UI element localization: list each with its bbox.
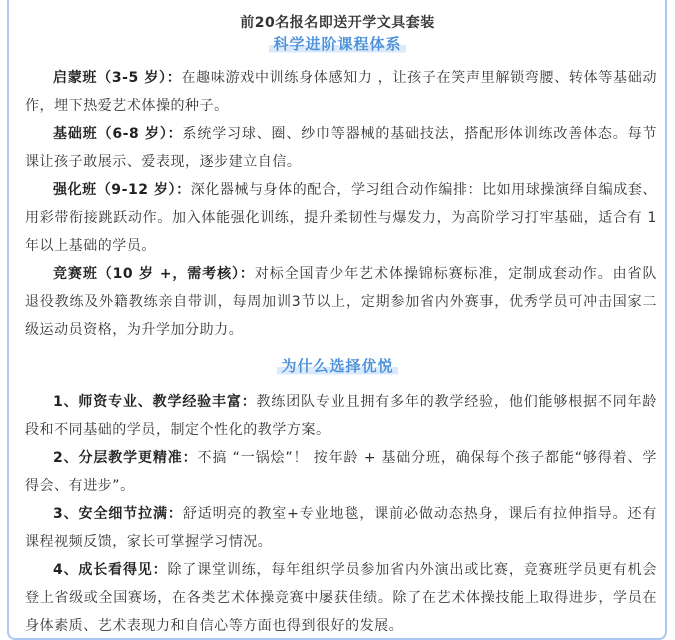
course-item-label: 基础班（6-8 岁）： [53,126,183,142]
why-item-tiered-teaching [25,444,657,500]
course-item-text: 系统学习球、圈、纱巾等器械的基础技法，搭配形体训练改善体态。每节课让孩子敢展示、爱表现，逐步建立自信。 [25,126,657,170]
why-item-label: 3、安全细节拉满： [53,506,183,522]
why-item-label: 1、师资专业、教学经验丰富： [53,394,257,410]
why-section-heading [0,355,675,376]
course-item-label: 强化班（9-12 岁）： [53,182,191,198]
why-item-text: 舒适明亮的教室+专业地毯，课前必做动态热身，课后有拉伸指导。还有课程视频反馈，家长可掌握学习情况。 [25,506,657,550]
why-item-safety [25,500,657,556]
why-item-label: 4、成长看得见： [53,562,168,578]
why-item-text: 不搞 “一锅烩”！ 按年龄 + 基础分班，确保每个孩子都能“够得着、学得会、有进步”。 [25,450,657,494]
course-item-competition [25,260,657,344]
why-item-label: 2、分层教学更精准： [53,450,198,466]
why-section-title: 为什么选择优悦 [277,355,397,376]
course-item-label: 启蒙班（3-5 岁）： [53,70,182,86]
course-item-label: 竞赛班（10 岁 +，需考核）： [53,266,255,282]
course-item-advanced [25,176,657,260]
course-section-heading [0,33,675,54]
course-item-beginner [25,64,657,120]
course-item-text: 对标全国青少年艺术体操锦标赛标准，定制成套动作。由省队退役教练及外籍教练亲自带训，每周加训3节以上，定期参加省内外赛事，优秀学员可冲击国家二级运动员资格，为升学加分助力。 [25,266,657,338]
course-item-text: 在趣味游戏中训练身体感知力 ，让孩子在笑声里解锁弯腰、转体等基础动作，埋下热爱艺术体操的种子。 [25,70,657,114]
course-item-basic [25,120,657,176]
why-item-growth [25,556,657,640]
why-item-text: 教练团队专业且拥有多年的教学经验，他们能够根据不同年龄段和不同基础的学员，制定个性化的教学方案。 [25,394,657,438]
course-item-text: 深化器械与身体的配合，学习组合动作编排：比如用球操演绎自编成套、用彩带衔接跳跃动作。加入体能强化训练，提升柔韧性与爆发力，为高阶学习打牢基础，适合有 1 年以上基础的学员。 [25,182,657,254]
why-item-teachers [25,388,657,444]
course-section-title: 科学进阶课程体系 [269,33,405,54]
promo-line: 前20名报名即送开学文具套装 [240,15,435,31]
why-item-text: 除了课堂训练，每年组织学员参加省内外演出或比赛，竞赛班学员更有机会登上省级或全国赛场，在各类艺术体操竞赛中屡获佳绩。除了在艺术体操技能上取得进步，学员在身体素质、艺术表现力和自信心等方面也得到很好的发展。 [25,562,657,634]
